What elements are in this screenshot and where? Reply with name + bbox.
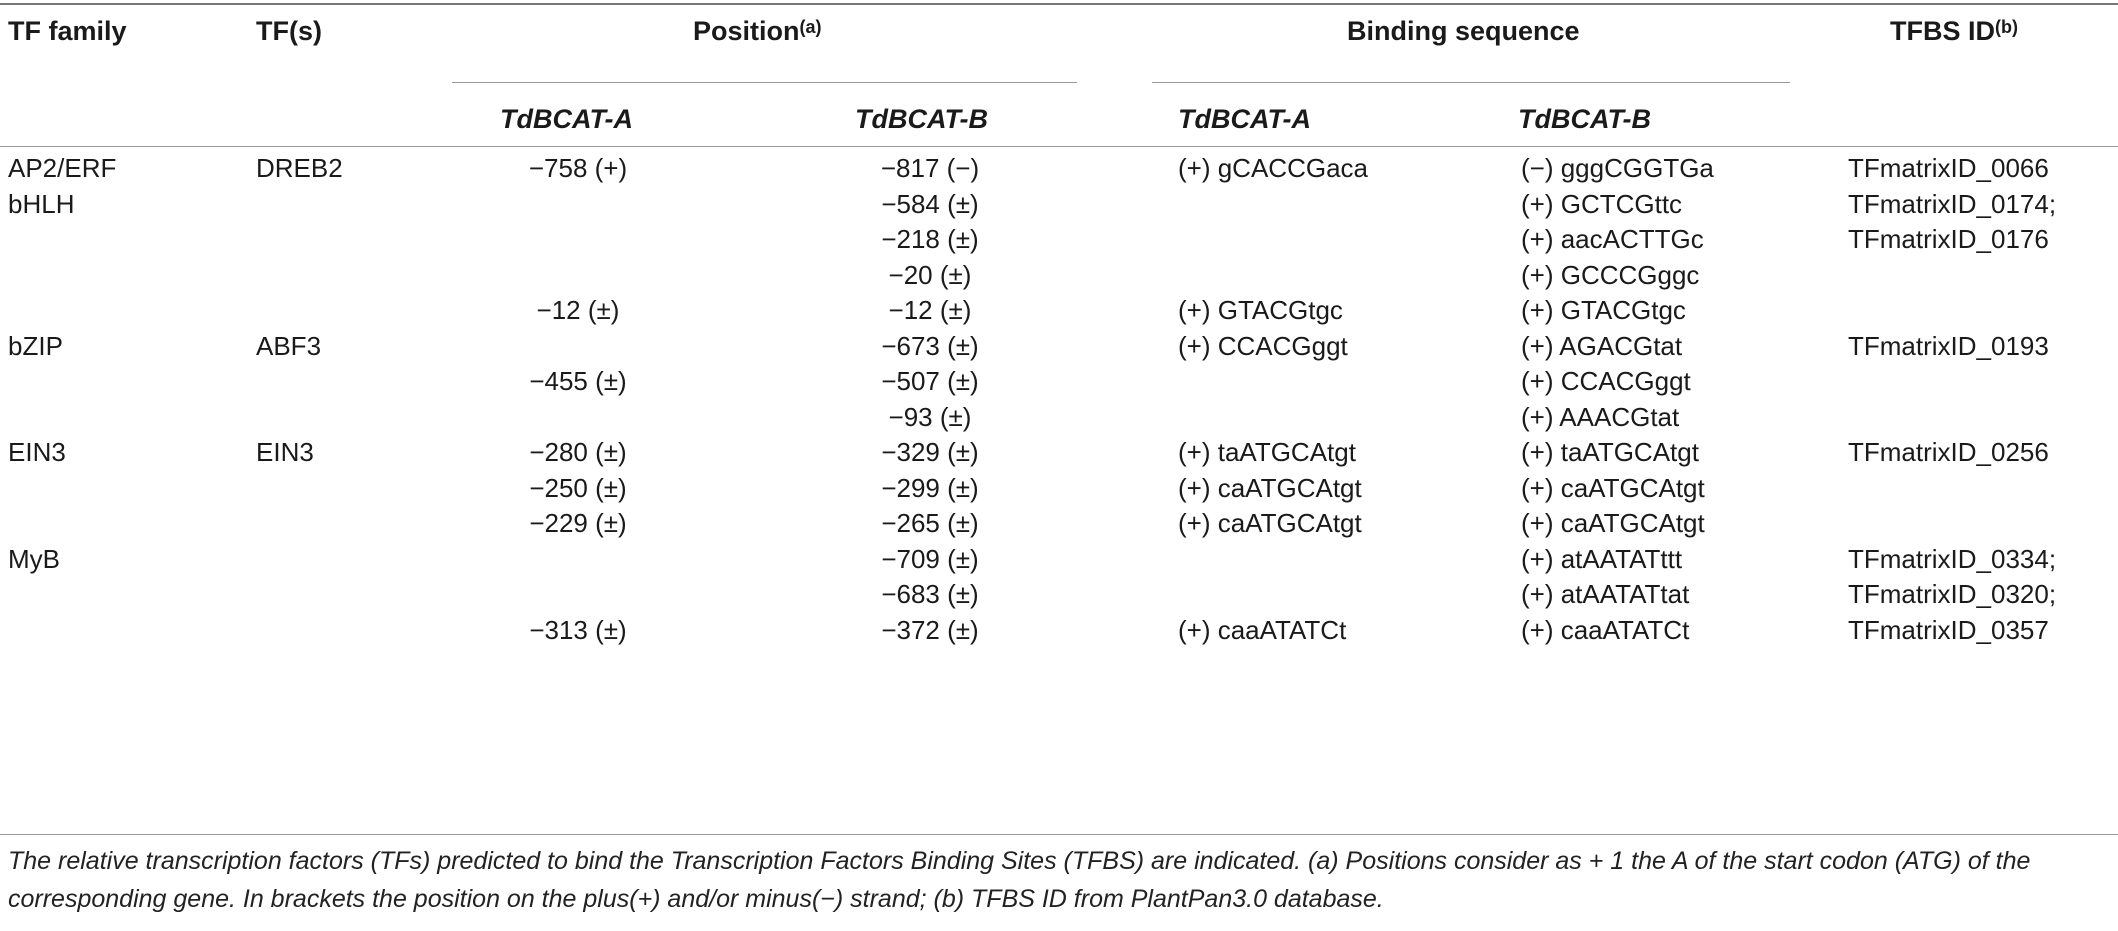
cell-sequence-a: (+) taATGCAtgt [1178, 437, 1356, 467]
cell-position-b: −507 (±) [881, 366, 979, 396]
header-tf-family: TF family [8, 16, 127, 46]
cell-position-b: −372 (±) [881, 615, 979, 645]
cell-sequence-a: (+) CCACGggt [1178, 331, 1348, 361]
header-tfbs-id-superscript: (b) [1995, 17, 2018, 37]
cell-position-a: −12 (±) [536, 295, 620, 325]
subheader-position-tdbcat-b: TdBCAT-B [855, 104, 988, 134]
cell-position-b: −265 (±) [881, 508, 979, 538]
table-top-rule [0, 3, 2118, 5]
header-tfbs-id: TFBS ID$^{(b)}$ [1890, 16, 2018, 46]
cell-sequence-b: (+) GTACGtgc [1521, 295, 1686, 325]
table-footnote: The relative transcription factors (TFs) predicted to bind the Transcription Factors Binding Sites (TFBS) are indicated. (a) Positions consider as + 1 the A of the start codon (ATG) of the corresponding gene. In brackets the position on the plus(+) and/or minus(−) strand; (b) TFBS ID from PlantPan3.0 database. [8, 847, 2031, 913]
cell-position-b: −683 (±) [881, 579, 979, 609]
binding-sequence-group-rule [1152, 82, 1790, 83]
cell-sequence-b: (+) aacACTTGc [1521, 224, 1704, 254]
cell-sequence-a: (+) caaATATCt [1178, 615, 1347, 645]
cell-position-a: −250 (±) [529, 473, 627, 503]
cell-position-b: −93 (±) [888, 402, 972, 432]
cell-tfbs-id: TFmatrixID_0357 [1848, 615, 2049, 645]
cell-tf-family: MyB [8, 544, 60, 574]
cell-tfs: EIN3 [256, 437, 314, 467]
cell-position-a: −280 (±) [529, 437, 627, 467]
header-binding-sequence: Binding sequence [1347, 16, 1580, 46]
cell-position-b: −218 (±) [881, 224, 979, 254]
cell-position-b: −673 (±) [881, 331, 979, 361]
cell-tfbs-id: TFmatrixID_0193 [1848, 331, 2049, 361]
cell-sequence-a: (+) caATGCAtgt [1178, 508, 1362, 538]
cell-sequence-b: (+) caATGCAtgt [1521, 473, 1705, 503]
cell-sequence-a: (+) gCACCGaca [1178, 153, 1368, 183]
cell-sequence-b: (+) caaATATCt [1521, 615, 1690, 645]
cell-position-b: −329 (±) [881, 437, 979, 467]
subheader-sequence-tdbcat-a: TdBCAT-A [1178, 104, 1311, 134]
cell-tfbs-id: TFmatrixID_0174; [1848, 189, 2057, 219]
cell-sequence-b: (+) GCCCGggc [1521, 260, 1700, 290]
cell-tfbs-id: TFmatrixID_0334; [1848, 544, 2057, 574]
cell-tf-family: EIN3 [8, 437, 66, 467]
cell-sequence-b: (+) atAATATttt [1521, 544, 1683, 574]
cell-position-a: −455 (±) [529, 366, 627, 396]
cell-tfbs-id: TFmatrixID_0256 [1848, 437, 2049, 467]
cell-position-b: −584 (±) [881, 189, 979, 219]
cell-sequence-b: (+) taATGCAtgt [1521, 437, 1699, 467]
cell-tfbs-id: TFmatrixID_0176 [1848, 224, 2049, 254]
cell-sequence-b: (+) atAATATtat [1521, 579, 1690, 609]
cell-position-a: −229 (±) [529, 508, 627, 538]
subheader-position-tdbcat-a: TdBCAT-A [500, 104, 633, 134]
cell-position-b: −709 (±) [881, 544, 979, 574]
cell-sequence-b: (+) AGACGtat [1521, 331, 1683, 361]
cell-tfbs-id: TFmatrixID_0066 [1848, 153, 2049, 183]
cell-tfbs-id: TFmatrixID_0320; [1848, 579, 2057, 609]
cell-position-b: −299 (±) [881, 473, 979, 503]
header-position-superscript: (a) [799, 17, 822, 37]
cell-sequence-b: (+) AAACGtat [1521, 402, 1680, 432]
cell-tfs: ABF3 [256, 331, 322, 361]
table-row [0, 606, 2118, 654]
cell-sequence-b: (+) CCACGggt [1521, 366, 1691, 396]
cell-position-a: −758 (+) [528, 153, 628, 183]
cell-position-b: −817 (−) [880, 153, 980, 183]
table-bottom-rule [0, 834, 2118, 835]
cell-position-a: −313 (±) [529, 615, 627, 645]
cell-tf-family: AP2/ERF [8, 153, 117, 183]
cell-position-b: −12 (±) [888, 295, 972, 325]
cell-sequence-b: (+) GCTCGttc [1521, 189, 1683, 219]
cell-tf-family: bZIP [8, 331, 63, 361]
position-group-rule [452, 82, 1077, 83]
cell-sequence-a: (+) caATGCAtgt [1178, 473, 1362, 503]
cell-tf-family: bHLH [8, 189, 75, 219]
cell-sequence-a: (+) GTACGtgc [1178, 295, 1343, 325]
cell-position-b: −20 (±) [888, 260, 972, 290]
cell-sequence-b: (+) caATGCAtgt [1521, 508, 1705, 538]
header-position: Position$^{(a)}$ [693, 16, 822, 46]
header-tfs: TF(s) [256, 16, 322, 46]
subheader-sequence-tdbcat-b: TdBCAT-B [1518, 104, 1651, 134]
cell-tfs: DREB2 [256, 153, 343, 183]
cell-sequence-b: (−) gggCGGTGa [1521, 153, 1714, 183]
